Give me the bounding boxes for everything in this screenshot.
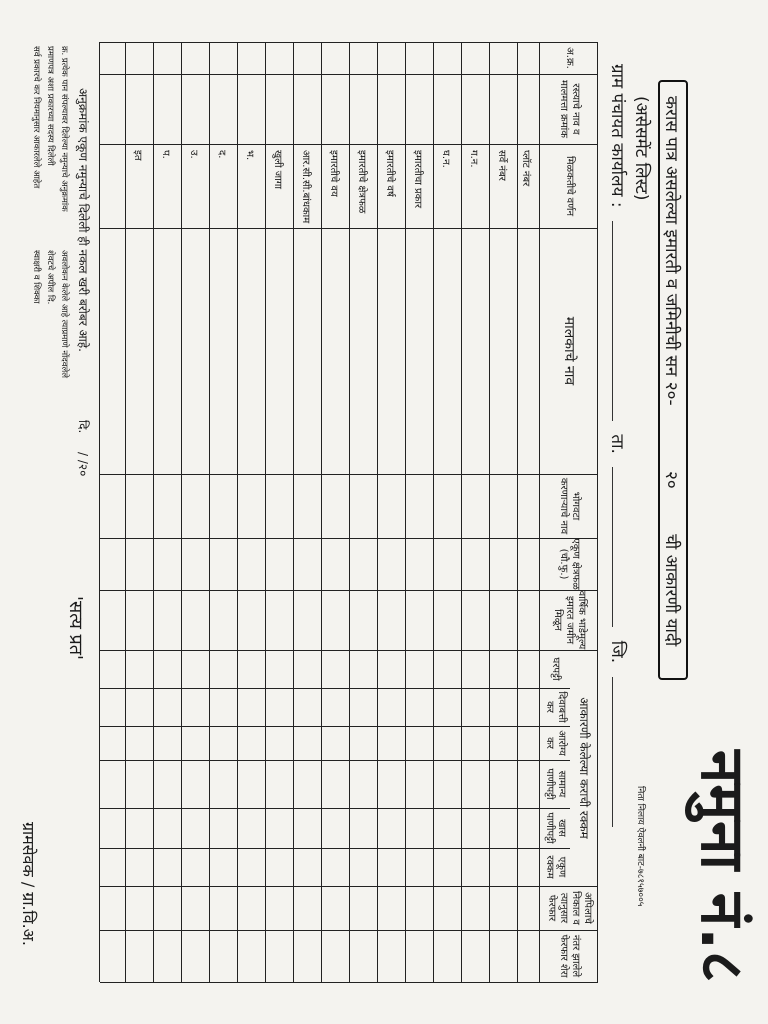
footnote-4: अवलोकन केलेले आहे त्याप्रमाणे नोंदवलेले	[59, 250, 69, 379]
row-label-13: उ.	[188, 150, 199, 159]
footnote-3: सर्व प्रकारचे कर नियमानुसार आकारलेले आहेत	[31, 46, 41, 189]
header-description: मिळकतीचे वर्णन	[564, 155, 575, 216]
row-label-5: इमारतीचा प्रकार	[412, 150, 423, 209]
header-house-tax: घरपट्टी	[550, 657, 561, 681]
date-label: दि.	[76, 420, 90, 434]
footnote-2: प्रमाणपत्र अशा प्रकारच्या सदस्य दिलेली	[45, 46, 55, 166]
true-copy-stamp: 'सत्य प्रत'	[65, 596, 86, 660]
header-annual-value: वार्षिक भाडेमूल्य इमारत जमीन मिळून	[552, 590, 587, 650]
office-line	[607, 64, 630, 827]
header-appeal: अपिलाचे निकाल व त्यानुसार फेरफार	[546, 891, 593, 925]
subtitle-year: २०	[661, 471, 681, 489]
header-street-property: रस्त्याचे नाव व मालमत्ता क्रमांक	[558, 80, 581, 138]
certify-text: अनुक्रमांक एकूण नमुन्याचे दिलेली ही नकल खरी बरोबर आहे.	[76, 88, 90, 352]
row-label-2: सर्वे नंबर	[496, 150, 507, 181]
header-special-water-tax: खास पाणीपट्टी	[544, 812, 567, 844]
row-label-12: द.	[216, 150, 227, 159]
district-label: जि.	[607, 640, 627, 664]
signature-line: ग्रामसेवक / ग्रा.वि.अ.	[19, 822, 38, 946]
row-label-6: इमारतीचे वर्ष	[384, 150, 395, 197]
footnote-6: स्वाक्षरी व शिक्का	[31, 250, 41, 304]
row-label-9: आर.सी.सी.बांधकाम	[300, 150, 311, 224]
row-label-14: प.	[160, 150, 171, 159]
row-label-11: भ.	[244, 150, 255, 161]
subtitle-suffix: ची आकारणी यादी (असेसमेंट लिस्ट)	[631, 96, 681, 647]
header-total-amount: एकूण रक्कम	[544, 855, 567, 879]
row-label-7: इमारतीचे क्षेत्रफळ	[356, 150, 367, 214]
header-serial: अ.क्र.	[564, 47, 575, 69]
form-number-title: नमुना नं.८	[687, 750, 757, 984]
footnote-1: क्र. प्रत्येक पान संपल्यावर दिलेल्या नमुन्याचे अनुक्रमांक	[59, 46, 69, 212]
header-area: एकूण क्षेत्रफळ (चौ.फु.)	[558, 538, 581, 590]
row-label-3: ग.न.	[468, 150, 479, 168]
header-light-tax: दिवाबत्ती कर	[544, 691, 567, 723]
header-tax-group: आकारणी केलेल्या कराची रक्कम	[577, 697, 591, 839]
header-general-water-tax: सामान्य पाणीपट्टी	[544, 768, 567, 800]
row-label-4: घ.न.	[440, 150, 451, 168]
row-label-10: खुली जागा	[272, 150, 283, 189]
footnote-5: शेवटचे अपील दि.	[45, 250, 55, 305]
subtitle-prefix: करास पात्र असलेल्या इमारती व जमिनीची सन २०-	[661, 96, 681, 406]
header-remarks: नंतर झालेले फेरफार शेरा	[558, 934, 581, 978]
form-subtitle-box	[631, 80, 688, 680]
publisher-note: निता निलाय ऐवलनी बाट-७८१५७००५	[635, 786, 645, 907]
date-value: / /२०	[76, 452, 90, 477]
row-label-1: प्लॉट नंबर	[520, 150, 531, 187]
office-label: ग्राम पंचायत कार्यालय :	[607, 64, 627, 208]
taluka-label: ता.	[607, 434, 627, 454]
row-label-8: इमारतीचे वय	[328, 150, 339, 197]
row-label-15: इत	[132, 150, 143, 161]
header-occupant: भोगवटा करणाऱ्याचे नाव	[558, 477, 581, 535]
header-owner: मालकाचे नाव	[561, 316, 577, 386]
header-health-tax: आरोग्य कर	[544, 730, 567, 756]
